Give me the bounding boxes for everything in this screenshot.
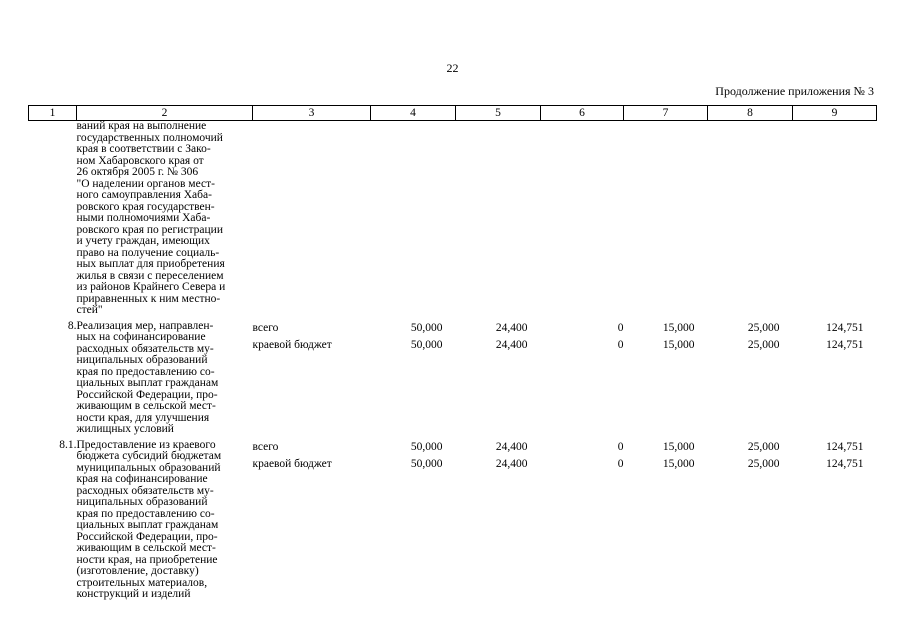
value-cell-8 — [708, 436, 793, 601]
value-cell-5 — [456, 317, 541, 436]
table-row — [29, 436, 877, 601]
value: 15,000 — [662, 440, 695, 453]
funding-source-cell — [253, 436, 371, 601]
value-cell-4 — [371, 317, 456, 436]
value: 25,000 — [747, 457, 780, 470]
value: 24,400 — [495, 321, 528, 334]
value: 0 — [617, 457, 624, 470]
funding-source-label: краевой бюджет — [252, 338, 332, 351]
value-cell-4 — [371, 436, 456, 601]
column-header-9: 9 — [793, 106, 877, 121]
column-header-2: 2 — [77, 106, 253, 121]
value: 124,751 — [826, 457, 864, 470]
value: 25,000 — [747, 440, 780, 453]
value-cell-9 — [793, 436, 877, 601]
column-number-header — [29, 106, 877, 121]
row-number: 8.1. — [59, 438, 77, 451]
continuation-label: Продолжение приложения № 3 — [715, 84, 874, 98]
funding-source-cell — [253, 317, 371, 436]
column-header-3: 3 — [253, 106, 371, 121]
table-row — [29, 317, 877, 436]
funding-source-label: всего — [252, 440, 279, 453]
value: 50,000 — [410, 440, 443, 453]
table-row — [29, 121, 877, 317]
value-cell-5 — [456, 436, 541, 601]
value-cell-6 — [541, 317, 624, 436]
column-header-1: 1 — [29, 106, 77, 121]
value-cell-6 — [541, 436, 624, 601]
value: 0 — [617, 440, 624, 453]
value: 50,000 — [410, 321, 443, 334]
row-description: Предоставление из краевого бюджета субсидий бюджетам муниципальных образований края на софинансирование расходных обязательств му- ниципальных образований края по предоставлению со- циальных выплат гражданам Российской Федерации, про- живающим в сельской мест- ности края, на приобретение (изготовление, доставку) строительных материалов, конструкций и изделий — [76, 438, 222, 600]
funding-source-label: краевой бюджет — [252, 457, 332, 470]
funding-source-label: всего — [252, 321, 279, 334]
value: 24,400 — [495, 457, 528, 470]
column-header-7: 7 — [624, 106, 708, 121]
row-description: Реализация мер, направлен- ных на софинансирование расходных обязательств му- ниципальных образований края по предоставлению со- циальных выплат гражданам Российской Федерации, про- живающим в сельской мест- ности края, для улучшения жилищных условий — [76, 319, 219, 435]
value: 24,400 — [495, 338, 528, 351]
value: 15,000 — [662, 338, 695, 351]
value-cell-9 — [793, 317, 877, 436]
value: 50,000 — [410, 338, 443, 351]
value: 24,400 — [495, 440, 528, 453]
row-number — [29, 121, 77, 317]
value-cell-7 — [624, 436, 708, 601]
value: 0 — [617, 338, 624, 351]
row-description: ваний края на выполнение государственных полномочий края в соответствии с Зако- ном Хабаровского края от 26 октября 2005 г. № 306 "О наделении органов мест- ного самоуправления Хаба- ровского края государствен- ными полномочиями Хаба- ровского края по регистрации и учету граждан, имеющих право на получение социаль- ных выплат для приобретения жилья в связи с переселением из районов Крайнего Севера и приравненных к ним местно- стей" — [76, 120, 226, 316]
column-header-8: 8 — [708, 106, 793, 121]
column-header-4: 4 — [371, 106, 456, 121]
value: 0 — [617, 321, 624, 334]
value-cell-8 — [708, 317, 793, 436]
appendix-table — [28, 105, 877, 601]
page-number: 22 — [446, 61, 459, 75]
value: 15,000 — [662, 321, 695, 334]
value: 124,751 — [826, 321, 864, 334]
value: 25,000 — [747, 321, 780, 334]
column-header-6: 6 — [541, 106, 624, 121]
value: 25,000 — [747, 338, 780, 351]
value-cell-7 — [624, 317, 708, 436]
value: 124,751 — [826, 338, 864, 351]
value: 50,000 — [410, 457, 443, 470]
column-header-5: 5 — [456, 106, 541, 121]
value: 15,000 — [662, 457, 695, 470]
row-number: 8. — [67, 319, 77, 332]
value: 124,751 — [826, 440, 864, 453]
